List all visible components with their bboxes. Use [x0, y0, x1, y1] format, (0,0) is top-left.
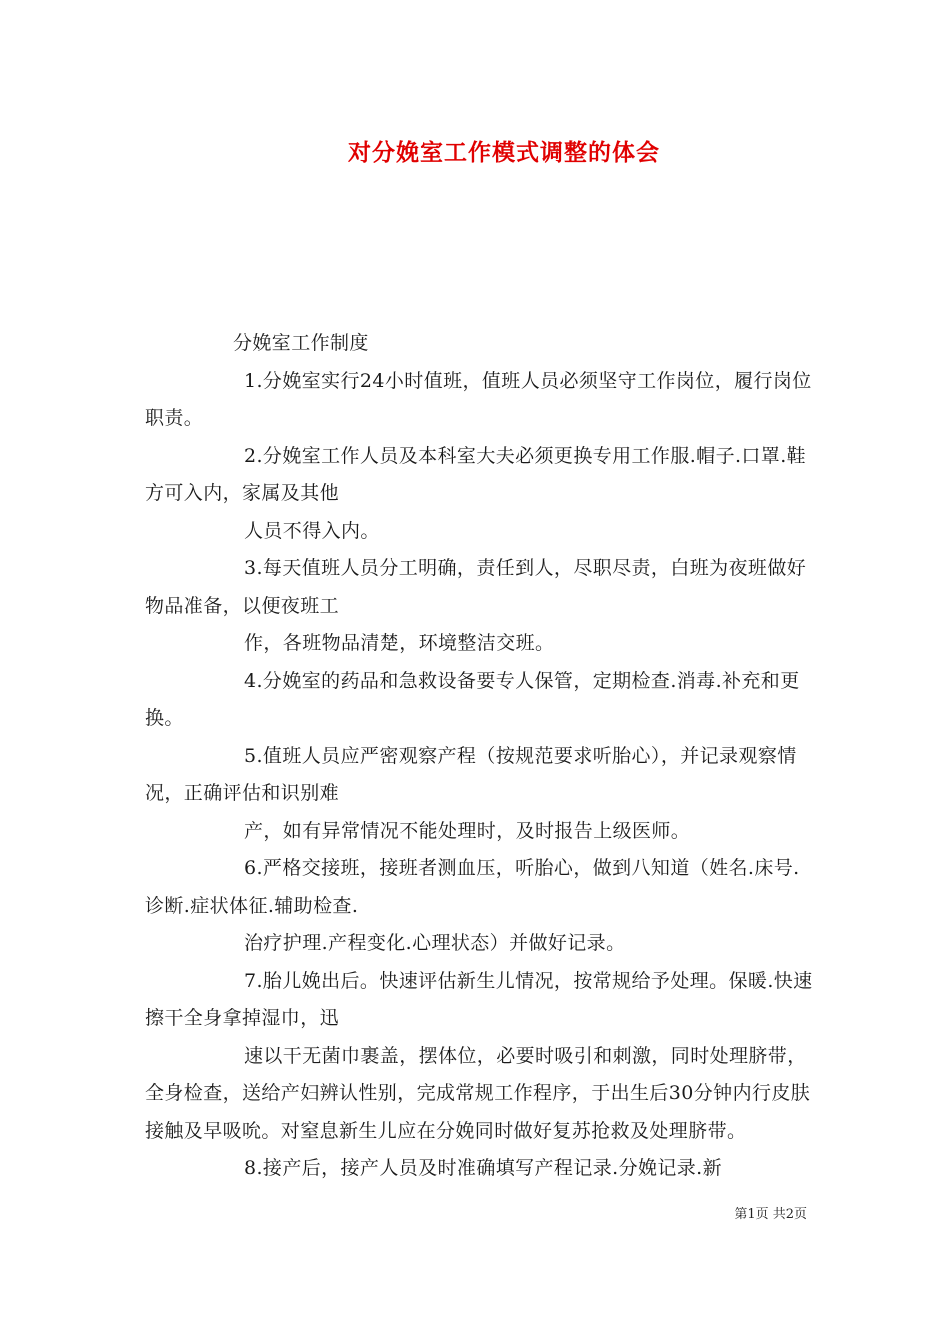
- document-title: 对分娩室工作模式调整的体会: [348, 139, 660, 166]
- section-heading: 分娩室工作制度: [233, 332, 369, 354]
- paragraph-2: 2.分娩室工作人员及本科室大夫必须更换专用工作服.帽子.口罩.鞋方可入内，家属及其他: [145, 444, 807, 504]
- paragraph-8: 8.接产后，接产人员及时准确填写产程记录.分娩记录.新: [244, 1157, 723, 1179]
- paragraph-2-continued: 人员不得入内。: [244, 519, 380, 542]
- paragraph-5-continued: 产，如有异常情况不能处理时，及时报告上级医师。: [244, 819, 691, 842]
- paragraph-7: 7.胎儿娩出后。快速评估新生儿情况，按常规给予处理。保暖.快速擦干全身拿掉湿巾，迅: [145, 969, 813, 1029]
- paragraph-6-continued: 治疗护理.产程变化.心理状态）并做好记录。: [244, 932, 626, 954]
- paragraph-5: 5.值班人员应严密观察产程（按规范要求听胎心），并记录观察情况，正确评估和识别难: [145, 744, 797, 804]
- document-body: [145, 325, 813, 1188]
- paragraph-3-continued: 作，各班物品清楚，环境整洁交班。: [244, 632, 555, 654]
- paragraph-7-continued: 速以干无菌巾裹盖，摆体位，必要时吸引和刺激，同时处理脐带，全身检查，送给产妇辨认性别，完成常规工作程序，于出生后30分钟内行皮肤接触及早吸吮。对窒息新生儿应在分娩同时做好复苏抢救及处理脐带。: [145, 1044, 811, 1142]
- paragraph-6: 6.严格交接班，接班者测血压，听胎心，做到八知道（姓名.床号.诊断.症状体征.辅助检查.: [145, 857, 800, 917]
- paragraph-3: 3.每天值班人员分工明确，责任到人，尽职尽责，白班为夜班做好物品准备，以便夜班工: [145, 557, 807, 617]
- paragraph-4: 4.分娩室的药品和急救设备要专人保管，定期检查.消毒.补充和更换。: [145, 669, 800, 729]
- page-number: 第1页 共2页: [734, 1207, 807, 1222]
- paragraph-1: 1.分娩室实行24小时值班，值班人员必须坚守工作岗位，履行岗位职责。: [145, 369, 812, 429]
